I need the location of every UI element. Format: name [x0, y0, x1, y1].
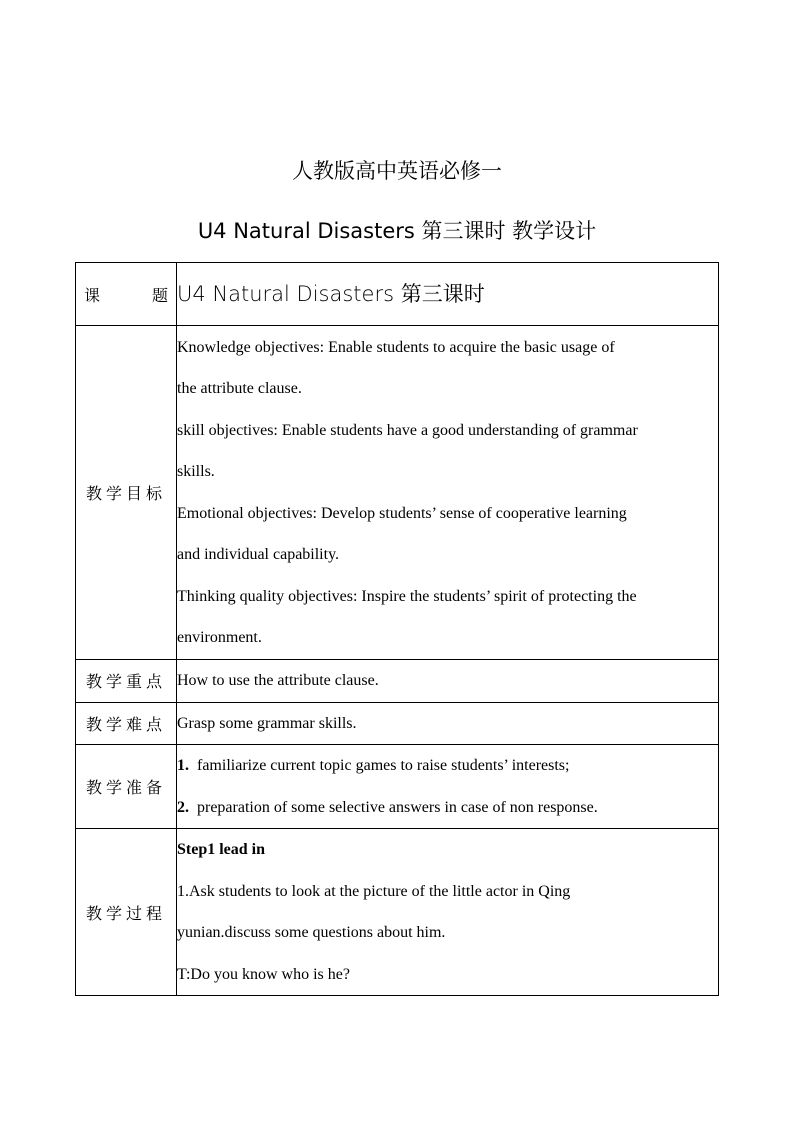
- value-objectives: [177, 326, 719, 660]
- objectives-line: Knowledge objectives: Enable students to acquire the basic usage of: [177, 338, 615, 356]
- label-objectives: 教学目标: [76, 326, 177, 660]
- value-difficulties: [177, 702, 719, 745]
- process-line: T:Do you know who is he?: [177, 965, 350, 983]
- preparation-item-number: 1.: [177, 757, 189, 774]
- table-row-preparation: [76, 745, 719, 829]
- lesson-plan-table: [75, 262, 719, 996]
- table-row-key-points: [76, 660, 719, 703]
- label-topic: [76, 263, 177, 326]
- topic-text: U4 Natural Disasters 第三课时: [177, 282, 485, 306]
- label-process: 教学过程: [76, 829, 177, 996]
- preparation-item-text: familiarize current topic games to raise students’ interests;: [197, 757, 570, 774]
- objectives-line: and individual capability.: [177, 546, 340, 563]
- table-row-objectives: [76, 326, 719, 660]
- value-process: [177, 829, 719, 996]
- objectives-line: skills.: [177, 463, 215, 480]
- key-points-text: How to use the attribute clause.: [177, 672, 379, 689]
- preparation-item-text: preparation of some selective answers in case of non response.: [197, 798, 598, 816]
- preparation-item: [177, 787, 718, 829]
- objectives-line: Thinking quality objectives: Inspire the students’ spirit of protecting the: [177, 587, 637, 605]
- preparation-item-number: 2.: [177, 798, 189, 816]
- value-key-points: [177, 660, 719, 703]
- objectives-line: the attribute clause.: [177, 380, 302, 397]
- label-key-points: 教学重点: [76, 660, 177, 703]
- value-preparation: [177, 745, 719, 829]
- objectives-line: environment.: [177, 629, 262, 646]
- difficulties-text: Grasp some grammar skills.: [177, 714, 357, 732]
- objectives-line: Emotional objectives: Develop students’ sense of cooperative learning: [177, 504, 627, 522]
- label-preparation: 教学准备: [76, 745, 177, 829]
- objectives-line: skill objectives: Enable students have a good understanding of grammar: [177, 421, 638, 439]
- table-row-process: [76, 829, 719, 996]
- label-topic-char-2: 题: [151, 285, 168, 305]
- process-line: 1.Ask students to look at the picture of the little actor in Qing: [177, 882, 571, 900]
- preparation-item: [177, 745, 718, 787]
- table-row-topic: [76, 263, 719, 326]
- document-subtitle: U4 Natural Disasters 第三课时 教学设计: [197, 219, 597, 243]
- label-difficulties: 教学难点: [76, 702, 177, 745]
- value-topic: [177, 263, 719, 326]
- process-step-title: Step1 lead in: [177, 841, 266, 858]
- table-row-difficulties: [76, 702, 719, 745]
- document-title: 人教版高中英语必修一: [292, 159, 502, 183]
- process-line: yunian.discuss some questions about him.: [177, 924, 446, 941]
- label-topic-char-1: 课: [84, 285, 101, 305]
